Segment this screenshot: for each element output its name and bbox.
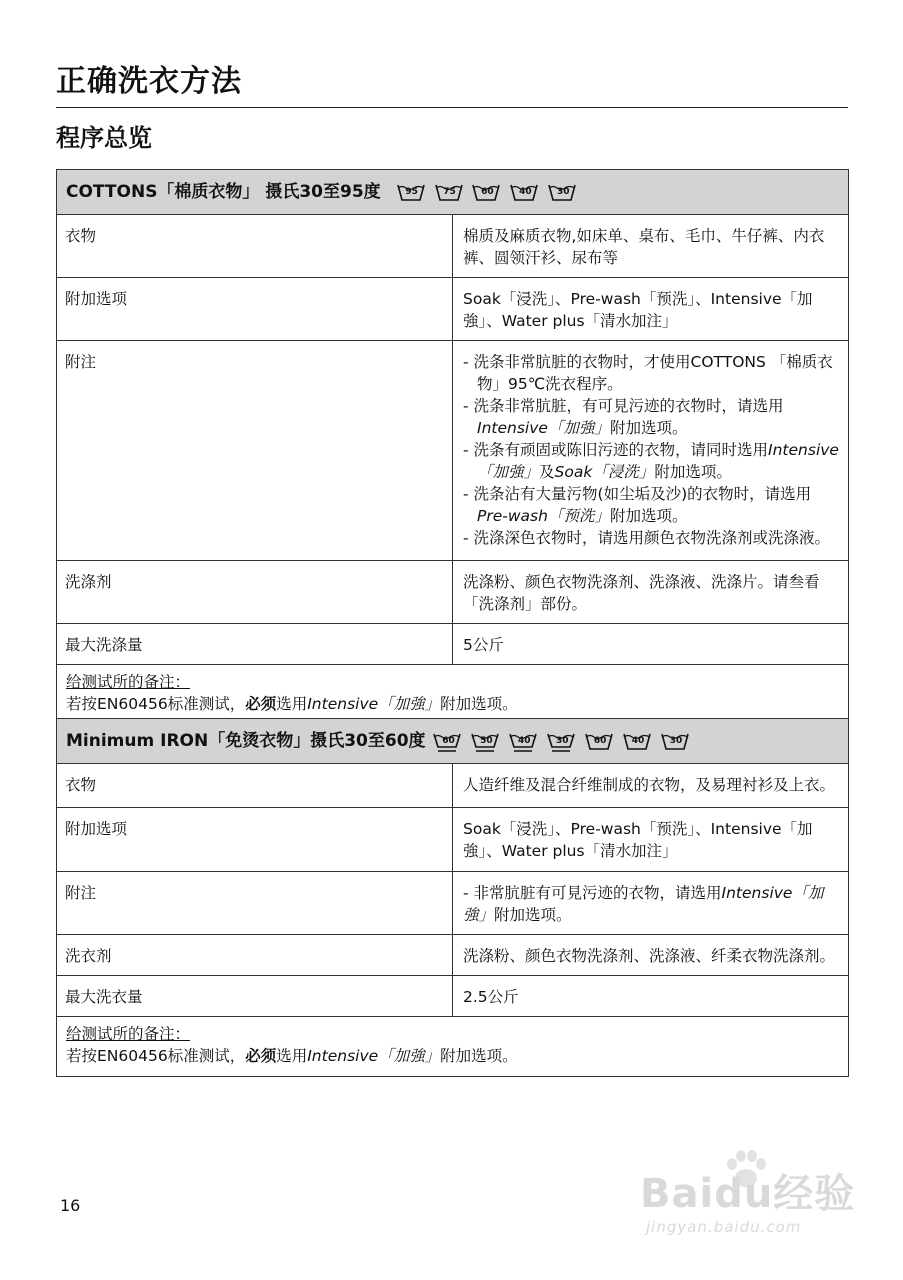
row-value: 5公斤 bbox=[453, 624, 849, 665]
minimum-iron-title: Minimum IRON「免烫衣物」摄氏30至60度 bbox=[66, 731, 426, 751]
note-item: - 洗条有顽固或陈旧污迹的衣物，请同时选用Intensive「加強」及Soak「浸洗」附加选项。 bbox=[463, 441, 839, 481]
row-label: 附注 bbox=[57, 872, 453, 935]
wash-tub-icon: 40 bbox=[510, 182, 540, 202]
note-item: - 洗涤深色衣物时，请选用颜色衣物洗涤剂或洗涤液。 bbox=[463, 529, 831, 547]
row-label: 附注 bbox=[57, 341, 453, 561]
watermark-logo: Baidu经验 bbox=[640, 1171, 856, 1217]
table-row bbox=[57, 215, 849, 278]
wash-tub-icon: 30 bbox=[548, 182, 578, 202]
row-value: 2.5公斤 bbox=[453, 976, 849, 1017]
row-label: 附加选项 bbox=[57, 278, 453, 341]
table-row bbox=[57, 341, 849, 561]
row-label: 洗涤剂 bbox=[57, 561, 453, 624]
cottons-program-table bbox=[56, 169, 849, 725]
row-value: Soak「浸洗」、Pre-wash「预洗」、Intensive「加強」、Water plus「清水加注」 bbox=[453, 808, 849, 872]
test-note-heading: 给测试所的备注： bbox=[66, 1025, 191, 1043]
table-row bbox=[57, 624, 849, 665]
wash-tub-icon: 30 bbox=[661, 731, 691, 751]
cottons-header bbox=[57, 170, 849, 215]
row-label: 最大洗衣量 bbox=[57, 976, 453, 1017]
wash-tub-icon: 60 bbox=[472, 182, 502, 202]
row-label: 衣物 bbox=[57, 215, 453, 278]
wash-tub-gentle-icon: 30 bbox=[547, 731, 577, 751]
minimum-iron-program-table bbox=[56, 718, 849, 1077]
baidu-watermark bbox=[640, 1150, 860, 1250]
notes-list bbox=[453, 341, 849, 561]
page-title: 正确洗衣方法 bbox=[56, 64, 242, 99]
test-note-row bbox=[57, 1017, 849, 1077]
table-row bbox=[57, 872, 849, 935]
note-item: - 非常肮脏有可見污迹的衣物，请选用Intensive「加強」附加选项。 bbox=[453, 872, 849, 935]
wash-tub-gentle-icon: 60 bbox=[433, 731, 463, 751]
test-note bbox=[57, 1017, 849, 1077]
table-row bbox=[57, 278, 849, 341]
wash-tub-gentle-icon: 50 bbox=[471, 731, 501, 751]
note-item: - 洗条沾有大量污物(如尘垢及沙)的衣物时，请选用Pre-wash「预洗」附加选项。 bbox=[463, 485, 812, 525]
cottons-temperature-symbols bbox=[397, 181, 581, 203]
test-note-heading: 给测试所的备注： bbox=[66, 673, 191, 691]
table-row bbox=[57, 935, 849, 976]
cottons-title: COTTONS「棉质衣物」 摄氏30至95度 bbox=[66, 182, 381, 202]
page-number: 16 bbox=[60, 1196, 81, 1215]
row-label: 附加选项 bbox=[57, 808, 453, 872]
table-row bbox=[57, 808, 849, 872]
row-label: 洗衣剂 bbox=[57, 935, 453, 976]
row-value: 人造纤维及混合纤维制成的衣物，及易理衬衫及上衣。 bbox=[453, 764, 849, 808]
wash-tub-icon: 75 bbox=[435, 182, 465, 202]
note-item: - 洗条非常肮脏的衣物时，才使用COTTONS 「棉质衣物」95℃洗衣程序。 bbox=[463, 353, 833, 393]
wash-tub-icon: 60 bbox=[585, 731, 615, 751]
minimum-iron-header bbox=[57, 719, 849, 764]
title-divider bbox=[56, 107, 848, 108]
test-note-text: 若按EN60456标准测试，必须选用Intensive「加強」附加选项。 bbox=[66, 1047, 518, 1065]
wash-tub-icon: 95 bbox=[397, 182, 427, 202]
test-note-row bbox=[57, 665, 849, 725]
section-title: 程序总览 bbox=[56, 124, 152, 152]
test-note-text: 若按EN60456标准测试，必须选用Intensive「加強」附加选项。 bbox=[66, 695, 518, 713]
row-value: 棉质及麻质衣物,如床单、桌布、毛巾、牛仔裤、内衣裤、圆领汗衫、尿布等 bbox=[453, 215, 849, 278]
wash-tub-gentle-icon: 40 bbox=[509, 731, 539, 751]
note-item: - 洗条非常肮脏，有可見污迹的衣物时，请选用Intensive「加強」附加选项。 bbox=[463, 397, 784, 437]
test-note bbox=[57, 665, 849, 725]
watermark-url: jingyan.baidu.com bbox=[646, 1218, 802, 1236]
row-label: 最大洗涤量 bbox=[57, 624, 453, 665]
row-label: 衣物 bbox=[57, 764, 453, 808]
row-value: 洗涤粉、颜色衣物洗涤剂、洗涤液、纤柔衣物洗涤剂。 bbox=[453, 935, 849, 976]
minimum-iron-temperature-symbols bbox=[433, 730, 693, 752]
table-row bbox=[57, 976, 849, 1017]
wash-tub-icon: 40 bbox=[623, 731, 653, 751]
row-value: Soak「浸洗」、Pre-wash「预洗」、Intensive「加強」、Water plus「清水加注」 bbox=[453, 278, 849, 341]
table-row bbox=[57, 764, 849, 808]
row-value: 洗涤粉、颜色衣物洗涤剂、洗涤液、洗涤片。请叁看「洗涤剂」部份。 bbox=[453, 561, 849, 624]
table-row bbox=[57, 561, 849, 624]
